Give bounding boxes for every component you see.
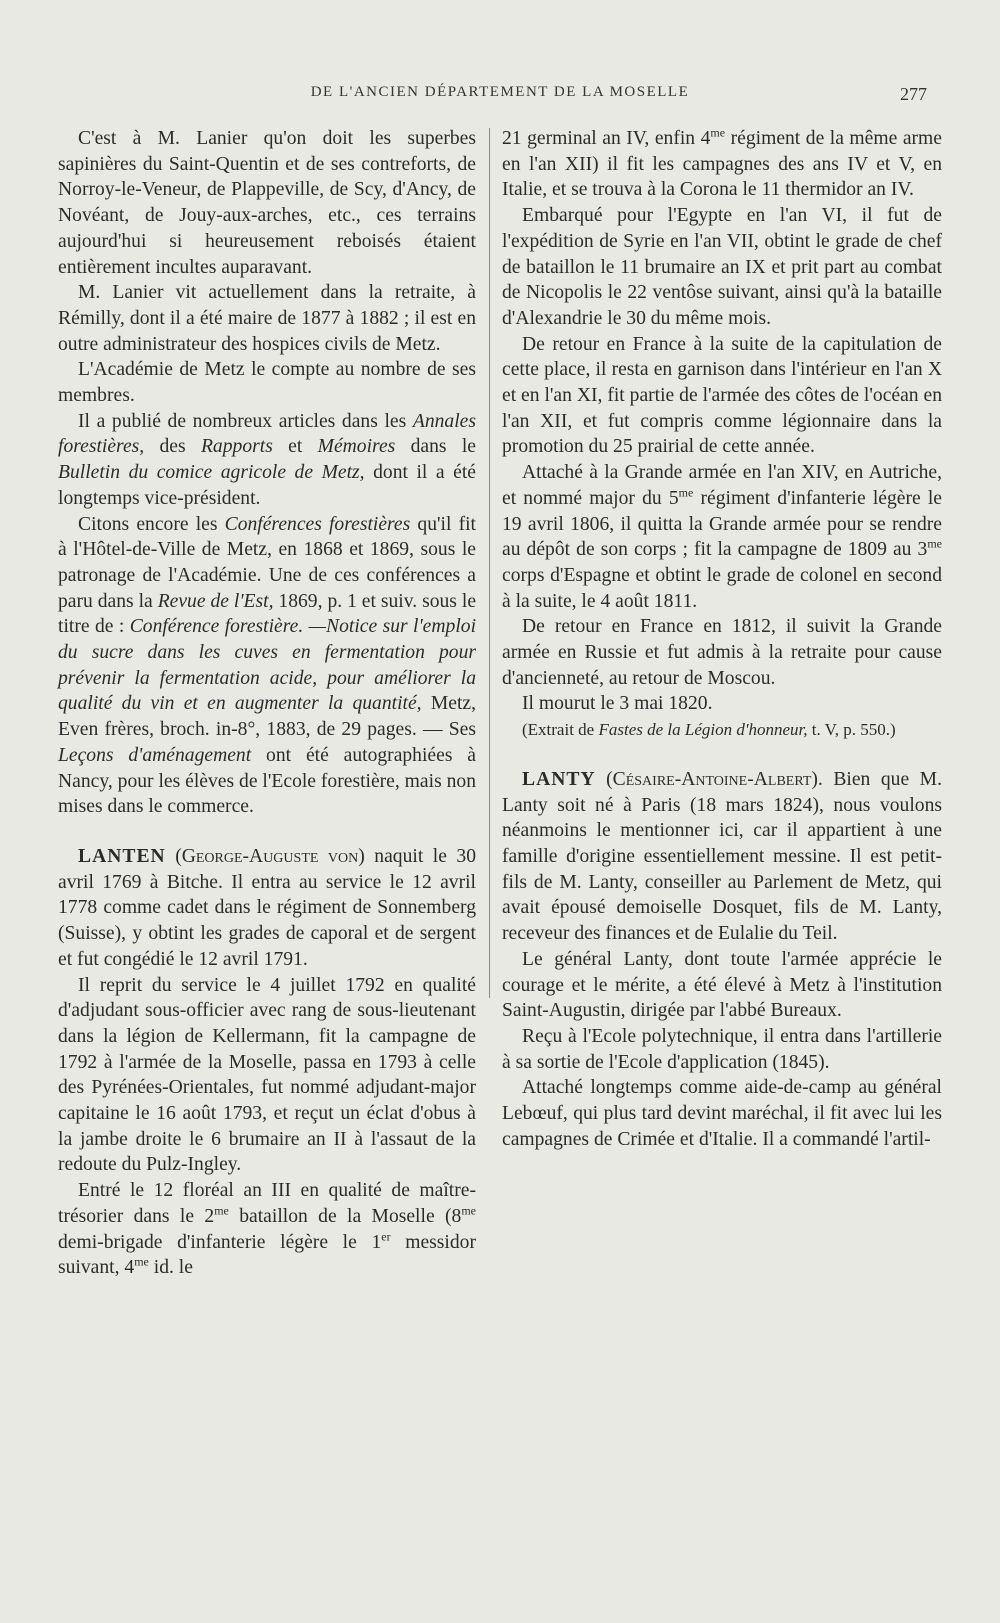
left-column [58,126,476,1281]
citation: (Extrait de Fastes de la Légion d'honneur, t. V, p. 550.) [522,720,896,740]
paragraph: Il a publié de nombreux articles dans les Annales forestières, des Rapports et Mémoires dans le Bulletin du comice agricole de Metz, dont il a été longtemps vice-président. [58,410,477,509]
paragraph: Il mourut le 3 mai 1820. [522,693,713,715]
paragraph: Le général Lanty, dont toute l'armée apprécie le courage et le mérite, a été élevé à Metz à l'institution Saint-Augustin, dirigée par l'abbé Bureaux. [502,948,942,1022]
column-divider [489,128,490,998]
running-title: DE L'ANCIEN DÉPARTEMENT DE LA MOSELLE [310,84,690,100]
entry-names: (Césaire-Antoine-Albert) [606,768,818,790]
paragraph: De retour en France à la suite de la capitulation de cette place, il resta en garnison dans l'intérieur en l'an X et en l'an XI, fit partie de l'armée des côtes de l'océan en l'an XII, et fut compris comme légionnaire dans la promotion du 25 prairial de cette année. [502,333,942,458]
right-column [502,126,942,1152]
paragraph: Reçu à l'Ecole polytechnique, il entra dans l'artillerie à sa sortie de l'Ecole d'application (1845). [502,1025,942,1073]
paragraph: Entré le 12 floréal an III en qualité de maître-trésorier dans le $2^{me}$ bataillon de la Moselle ($8^{me}$ demi-brigade d'infanterie légère le 1er messidor suivant, $4^{me}$ id. le [58,1180,476,1279]
paragraph: 21 germinal an IV, enfin $4^{me}$ régiment de la même arme en l'an XII) il fit les campagnes des ans IV et V, en Italie, et se trouva à la Corona le 11 thermidor an IV. [502,125,942,201]
paragraph: De retour en France en 1812, il suivit la Grande armée en Russie et fut admis à la retraite pour cause d'ancienneté, au retour de Moscou. [502,616,942,689]
entry-heading: LANTEN [78,845,166,867]
entry-heading: LANTY [522,768,596,790]
paragraph: Attaché à la Grande armée en l'an XIV, en Autriche, et nommé major du $5^{me}$ régiment d'infanterie légère le 19 avril 1806, il quitta la Grande armée pour se rendre au dépôt de son corps ; fit la campagne de 1809 au $3^{me}$ corps d'Espagne et obtint le grade de colonel en second à la suite, le 4 août 1811. [502,462,942,612]
entry-lanten: LANTEN (George-Auguste von) naquit le 30 avril 1769 à Bitche. Il entra au service le 12 avril 1778 comme cadet dans le régiment de Sonnemberg (Suisse), y obtint les grades de caporal et de sergent et fut congédié le 12 avril 1791. [58,845,476,970]
entry-lanty: LANTY (Césaire-Antoine-Albert). Bien que M. Lanty soit né à Paris (18 mars 1824), nous voulons néanmoins le mentionner ici, car il appartient à une famille d'origine essentiellement messine. Il est petit-fils de M. Lanty, conseiller au Parlement de Metz, qui avait épousé demoiselle Dosquet, fils de M. Lanty, receveur des finances et de Eulalie du Teil. [502,768,942,945]
paragraph: Embarqué pour l'Egypte en l'an VI, il fut de l'expédition de Syrie en l'an VII, obtint le grade de chef de bataillon le 11 brumaire an IX et prit part au combat de Nicopolis le 22 ventôse suivant, ainsi qu'à la bataille d'Alexandrie le 30 du même mois. [502,205,942,329]
paragraph: Attaché longtemps comme aide-de-camp au général Lebœuf, qui plus tard devint maréchal, il fit avec lui les campagnes de Crimée et d'Italie. Il a commandé l'artil- [502,1077,942,1150]
page-number: 277 [900,84,927,104]
paragraph: Citons encore les Conférences forestières qu'il fit à l'Hôtel-de-Ville de Metz, en 1868 et 1869, sous le patronage de l'Académie. Une de ces conférences a paru dans la Revue de l'Est, 1869, p. 1 et suiv. sous le titre de : Conférence forestière. —Notice sur l'emploi du sucre dans les cuves en fermentation pour prévenir la fermentation acide, pour améliorer la qualité du vin et en augmenter la quantité, Metz, Even frères, broch. in-8°, 1883, de 29 pages. — Ses Leçons d'aménagement ont été autographiées à Nancy, pour les élèves de l'Ecole forestière, mais non mises dans le commerce. [58,513,477,818]
paragraph: C'est à M. Lanier qu'on doit les superbes sapinières du Saint-Quentin et de ses contreforts, de Norroy-le-Veneur, de Plappeville, de Scy, d'Ancy, de Novéant, de Jouy-aux-arches, etc., ces terrains aujourd'hui si heureusement reboisés étaient entièrement incultes auparavant. [58,128,476,278]
paragraph: L'Académie de Metz le compte au nombre de ses membres. [58,359,476,407]
paragraph: Il reprit du service le 4 juillet 1792 en qualité d'adjudant sous-officier avec rang de sous-lieutenant dans la légion de Kellermann, fit la campagne de 1792 à l'armée de la Moselle, passa en 1793 à celle des Pyrénées-Orientales, fut nommé adjudant-major capitaine le 16 août 1793, et reçut un éclat d'obus à la jambe droite le 6 brumaire an II à l'assaut de la redoute du Pulz-Ingley. [58,974,476,1176]
entry-names: (George-Auguste von) [175,845,365,867]
paragraph: M. Lanier vit actuellement dans la retraite, à Rémilly, dont il a été maire de 1877 à 1882 ; il est en outre administrateur des hospices civils de Metz. [58,282,476,355]
